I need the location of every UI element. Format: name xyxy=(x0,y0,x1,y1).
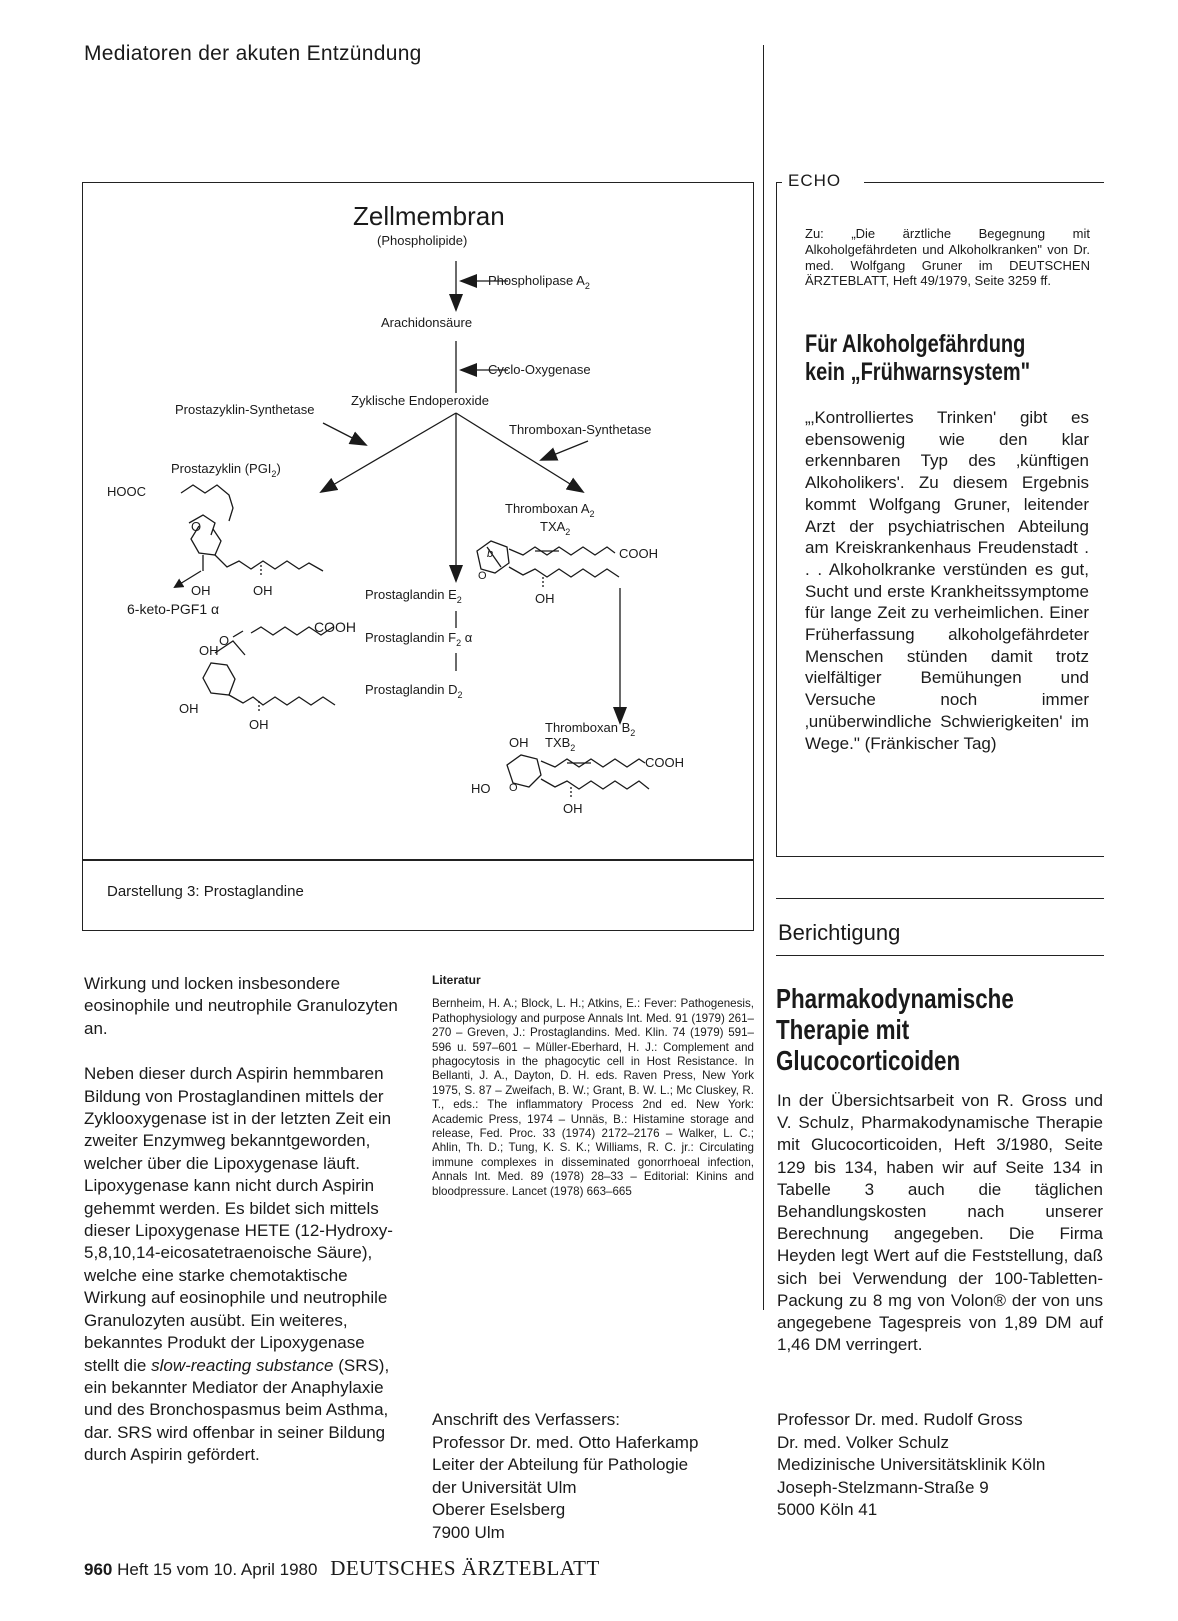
arrow-prostacyclin xyxy=(321,413,456,492)
svg-text:Prostaglandin D2: Prostaglandin $D_2$ xyxy=(365,682,463,700)
svg-text:Thromboxan B2: Thromboxan $B_2$ xyxy=(545,720,636,738)
svg-text:COOH: COOH xyxy=(645,755,684,770)
echo-intro: Zu: „Die ärztliche Begegnung mit Alkoholgefährdeten und Alkoholkranken" von Dr. med. Wolfgang Gruner im DEUTSCHEN ÄRZTEBLATT, Heft 49/1979, Seite 3259 ff. xyxy=(805,226,1090,289)
svg-text:OH: OH xyxy=(253,583,273,598)
echo-label: ECHO xyxy=(788,171,842,190)
main-text-column xyxy=(84,973,404,1467)
berichtigung-body: In der Übersichtsarbeit von R. Gross und V. Schulz, Pharmakodynamische Therapie mit Glucocorticoiden, Heft 3/1980, Seite 129 bis 134, haben wir auf Seite 134 in Tabelle 3 auch die täglichen Behandlungskosten nach unserer Berechnung angegeben. Die Firma Heyden legt Wert auf die Feststellung, daß sich bei Verwendung der 100-Tabletten-Packung zu 8 mg von Volon® der von uns angegebene Tagespreis von 1,89 DM auf 1,46 DM verringert. xyxy=(777,1091,1103,1355)
svg-text:Prostazyklin (PGI2): Prostazyklin $(PGI_2)$ xyxy=(171,461,281,479)
fig-subtitle: (Phospholipide) xyxy=(377,233,468,248)
caption-divider xyxy=(83,859,753,861)
svg-text:Zyklische Endoperoxide: Zyklische Endoperoxide xyxy=(351,393,490,408)
svg-text:O: O xyxy=(509,782,518,794)
svg-text:Prostaglandin F2 α: Prostaglandin $F_2$ α xyxy=(365,630,473,648)
svg-text:OH: OH xyxy=(249,717,269,732)
pathway-diagram xyxy=(83,183,753,859)
section-rule xyxy=(776,955,1104,956)
svg-text:Cyclo-Oxygenase: Cyclo-Oxygenase xyxy=(488,362,591,377)
echo-box xyxy=(776,171,1104,857)
echo-headline: Für Alkoholgefährdung kein „Frühwarnsystem" xyxy=(805,330,1031,386)
svg-text:OH: OH xyxy=(563,801,583,816)
svg-text:HOOC: HOOC xyxy=(107,484,146,499)
references-body: Bernheim, H. A.; Block, L. H.; Atkins, E.: Fever: Pathogenesis, Pathophysiology and purpose Annals Int. Med. 91 (1979) 261–270 – Greven, J.: Prostaglandins. Med. Klin. 74 (1979) 591–596 u. 597–601 – Müller-Eberhard, H. J.: Complement and phagocytosis in the phagocytic cell in Host Resistance. In Bellanti, J. A., Dayton, D. H. eds. Raven Press, New York 1975, S. 87 – Zweifach, B. W.; Grant, B. W. L.; Mc Cluskey, R. T., eds.: The inflammatory Process 2nd ed. New York: Academic Press, 1974 – Unnäs, B.: Histamine storage and release, Fed. Proc. 33 (1974) 2172–2176 – Walker, L. C.; Ahlin, Th. D.; Tung, K. S. K.; Williams, R. C. jr.: Circulating immune complexes in disseminated gonorrhoeal infection, Annals Int. Med. 89 (1978) 28–33 – Editorial: Kinins and bloodpressure. Lancet (1978) 663–665 xyxy=(432,997,754,1198)
svg-text:OH: OH xyxy=(199,643,219,658)
references-title: Literatur xyxy=(432,973,481,987)
svg-text:TXA2: $TXA_2$ xyxy=(540,519,571,537)
berichtigung-label: Berichtigung xyxy=(778,920,901,945)
svg-text:COOH: COOH xyxy=(314,619,356,635)
running-title: Mediatoren der akuten Entzündung xyxy=(84,42,422,65)
svg-text:6-keto-PGF1 α: 6-keto-PGF1 α xyxy=(127,601,220,617)
svg-text:OH: OH xyxy=(535,591,555,606)
svg-text:COOH: COOH xyxy=(619,546,658,561)
paragraph: Neben dieser durch Aspirin hemmbaren Bildung von Prostaglandinen mittels der Zyklooxygenase ist in der letzten Zeit ein zweiter Enzymweg bekanntgeworden, welcher über die Lipoxygenase läuft. Lipoxygenase kann nicht durch Aspirin gehemmt werden. Es bildet sich mittels dieser Lipoxygenase HETE (12-Hydroxy-5,8,10,14-eicosatetraenoische Säure), welche eine starke chemotaktische Wirkung auf eosinophile und neutrophile Granulozyten ausübt. Ein weiteres, bekanntes Produkt der Lipoxygenase stellt die slow-reacting substance (SRS), ein bekannter Mediator der Anaphylaxie und des Bronchospasmus beim Asthma, dar. SRS wird offenbar in seiner Bildung durch Aspirin gefördert. xyxy=(84,1064,393,1465)
svg-text:OH: OH xyxy=(179,701,199,716)
svg-text:HO: HO xyxy=(471,781,491,796)
svg-text:O: O xyxy=(219,633,230,648)
berichtigung-headline: Pharmakodynamische Therapie mit Glucocorticoiden xyxy=(776,983,1014,1076)
figure-caption: Darstellung 3: Prostaglandine xyxy=(107,883,304,900)
page-footer xyxy=(84,1556,600,1581)
author-address: Anschrift des Verfassers: Professor Dr. med. Otto Haferkamp Leiter der Abteilung für Pathologie der Universität Ulm Oberer Eselsberg 7900 Ulm xyxy=(432,1410,699,1542)
svg-text:TXB2: $TXB_2$ xyxy=(545,735,576,753)
svg-text:O: O xyxy=(478,570,487,582)
svg-text:Thromboxan A2: Thromboxan $A_2$ xyxy=(505,501,595,519)
svg-text:OH: OH xyxy=(191,583,211,598)
page-number: 960 xyxy=(84,1560,113,1579)
svg-text:Prostaglandin E2: Prostaglandin $E_2$ xyxy=(365,587,462,605)
svg-text:Arachidonsäure: Arachidonsäure xyxy=(381,315,473,330)
journal-name: DEUTSCHES ÄRZTEBLATT xyxy=(330,1556,600,1580)
svg-text:Prostazyklin-Synthetase: Prostazyklin-Synthetase xyxy=(175,402,315,417)
svg-text:OH: OH xyxy=(509,735,529,750)
issue-info: Heft 15 vom 10. April 1980 xyxy=(117,1560,318,1579)
svg-text:O: O xyxy=(191,519,202,534)
fig-title: Zellmembran xyxy=(353,201,505,231)
svg-text:Thromboxan-Synthetase: Thromboxan-Synthetase xyxy=(509,422,652,437)
prostaglandin-figure xyxy=(82,182,754,931)
svg-text:b: b xyxy=(487,548,494,560)
echo-quote: „‚Kontrolliertes Trinken' gibt es ebensowenig wie den klar erkennbaren Typ des ‚künftigen Alkoholikers'. Zu diesem Ergebnis kommt Wolfgang Gruner, leitender Arzt der psychiatrischen Abteilung am Kreiskrankenhaus Freudenstadt . . . Alkoholkranke verstünden es gut, Sucht und erste Krankheitssymptome für lange Zeit zu verheimlichen. Einer Früherfassung alkoholgefährdeter Menschen stünden damit trotz vielfältiger Bemühungen und Versuche noch immer ‚unüberwindliche Schwierigkeiten' im Wege." (Fränkischer Tag) xyxy=(805,408,1089,753)
svg-text:Phospholipase A2: Phospholipase $A_2$ xyxy=(488,273,590,291)
section-rule xyxy=(776,898,1104,899)
column-divider xyxy=(763,45,764,1310)
berichtigung-signature: Professor Dr. med. Rudolf Gross Dr. med. Volker Schulz Medizinische Universitätsklinik Köln Joseph-Stelzmann-Straße 9 5000 Köln 41 xyxy=(777,1410,1046,1519)
paragraph: Wirkung und locken insbesondere eosinophile und neutrophile Granulozyten an. xyxy=(84,974,398,1038)
references xyxy=(432,973,754,1199)
